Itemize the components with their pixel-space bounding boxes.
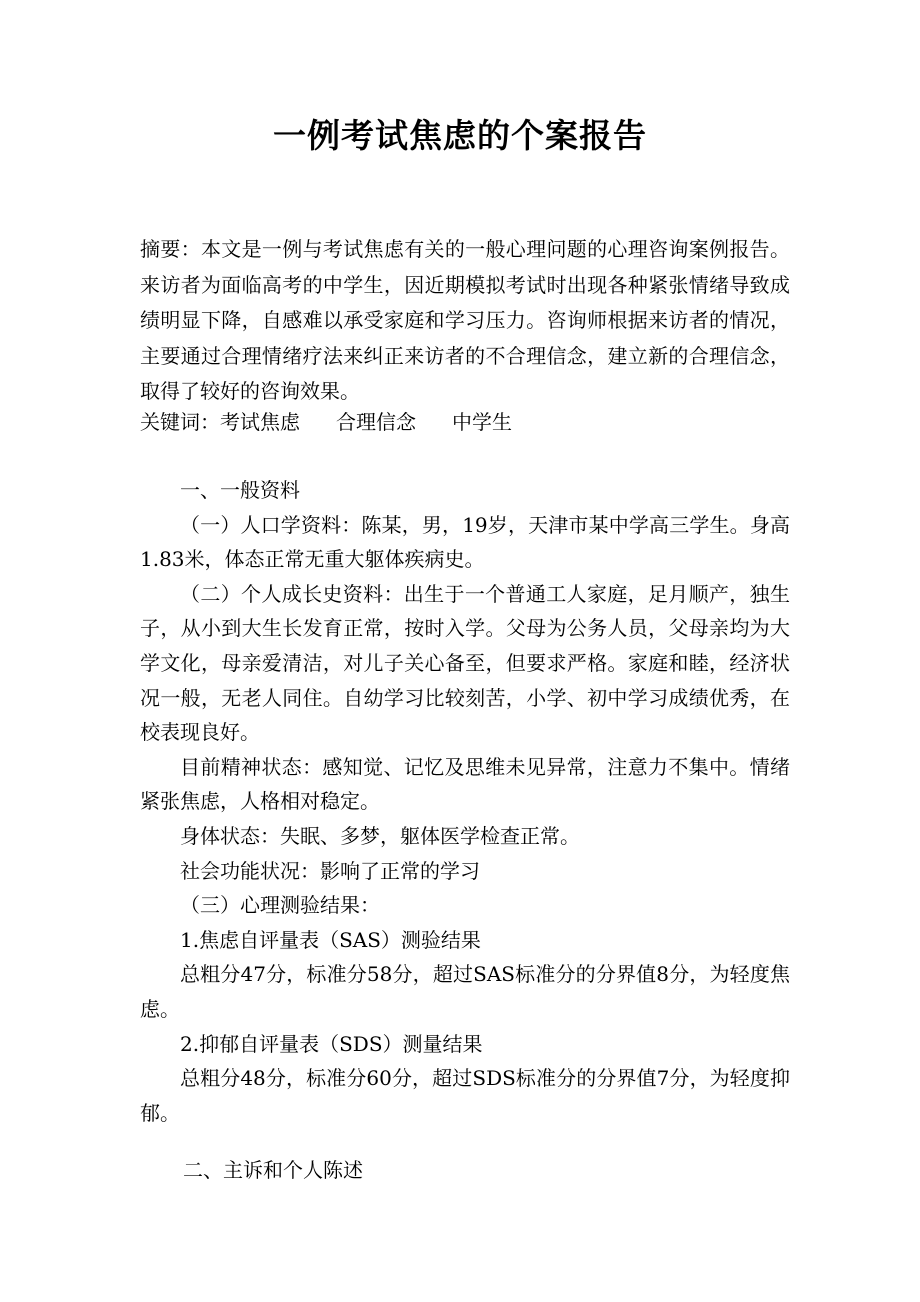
section-heading: 二、主诉和个人陈述 (183, 1158, 363, 1182)
abstract-text: 摘要：本文是一例与考试焦虑有关的一般心理问题的心理咨询案例报告。来访者为面临高考的中学生，因近期模拟考试时出现各种紧张情绪导致成绩明显下降，自感难以承受家庭和学习压力。咨询师根据来访者的情况，主要通过合理情绪疗法来纠正来访者的不合理信念，建立新的合理信念，取得了较好的咨询效果。 (140, 237, 790, 403)
keyword: 中学生 (452, 410, 512, 434)
subheading-sds: 2.抑郁自评量表（SDS）测量结果 (180, 1031, 483, 1056)
subheading-test-results: （三）心理测验结果： (180, 893, 380, 918)
paragraph-social-function: 社会功能状况：影响了正常的学习 (180, 858, 480, 883)
section-general-info (140, 473, 790, 1130)
document-title: 一例考试焦虑的个案报告 (273, 116, 647, 155)
section-heading: 一、一般资料 (180, 478, 300, 502)
keywords-line (140, 405, 790, 439)
keyword: 合理信念 (336, 410, 416, 434)
keyword: 考试焦虑 (220, 410, 300, 434)
paragraph-mental-state: 目前精神状态：感知觉、记忆及思维未见异常，注意力不集中。情绪紧张焦虑，人格相对稳定。 (140, 754, 790, 814)
paragraph-personal-history: （二）个人成长史资料：出生于一个普通工人家庭，足月顺产，独生子，从小到大生长发育正常，按时入学。父母为公务人员，父母亲均为大学文化，母亲爱清洁，对儿子关心备至，但要求严格。家庭和睦，经济状况一般，无老人同住。自幼学习比较刻苦，小学、初中学习成绩优秀，在校表现良好。 (140, 581, 790, 745)
paragraph-physical-state: 身体状态：失眠、多梦，躯体医学检查正常。 (180, 823, 580, 848)
abstract (140, 232, 790, 410)
subheading-sas: 1.焦虑自评量表（SAS）测验结果 (180, 927, 481, 952)
paragraph-demographics: （一）人口学资料：陈某，男，19岁，天津市某中学高三学生。身高1.83米，体态正常无重大躯体疾病史。 (140, 512, 790, 572)
paragraph-sas-result: 总粗分47分，标准分58分，超过SAS标准分的分界值8分，为轻度焦虑。 (140, 962, 790, 1021)
keywords-label: 关键词： (140, 410, 220, 434)
paragraph-sds-result: 总粗分48分，标准分60分，超过SDS标准分的分界值7分，为轻度抑郁。 (140, 1066, 790, 1125)
